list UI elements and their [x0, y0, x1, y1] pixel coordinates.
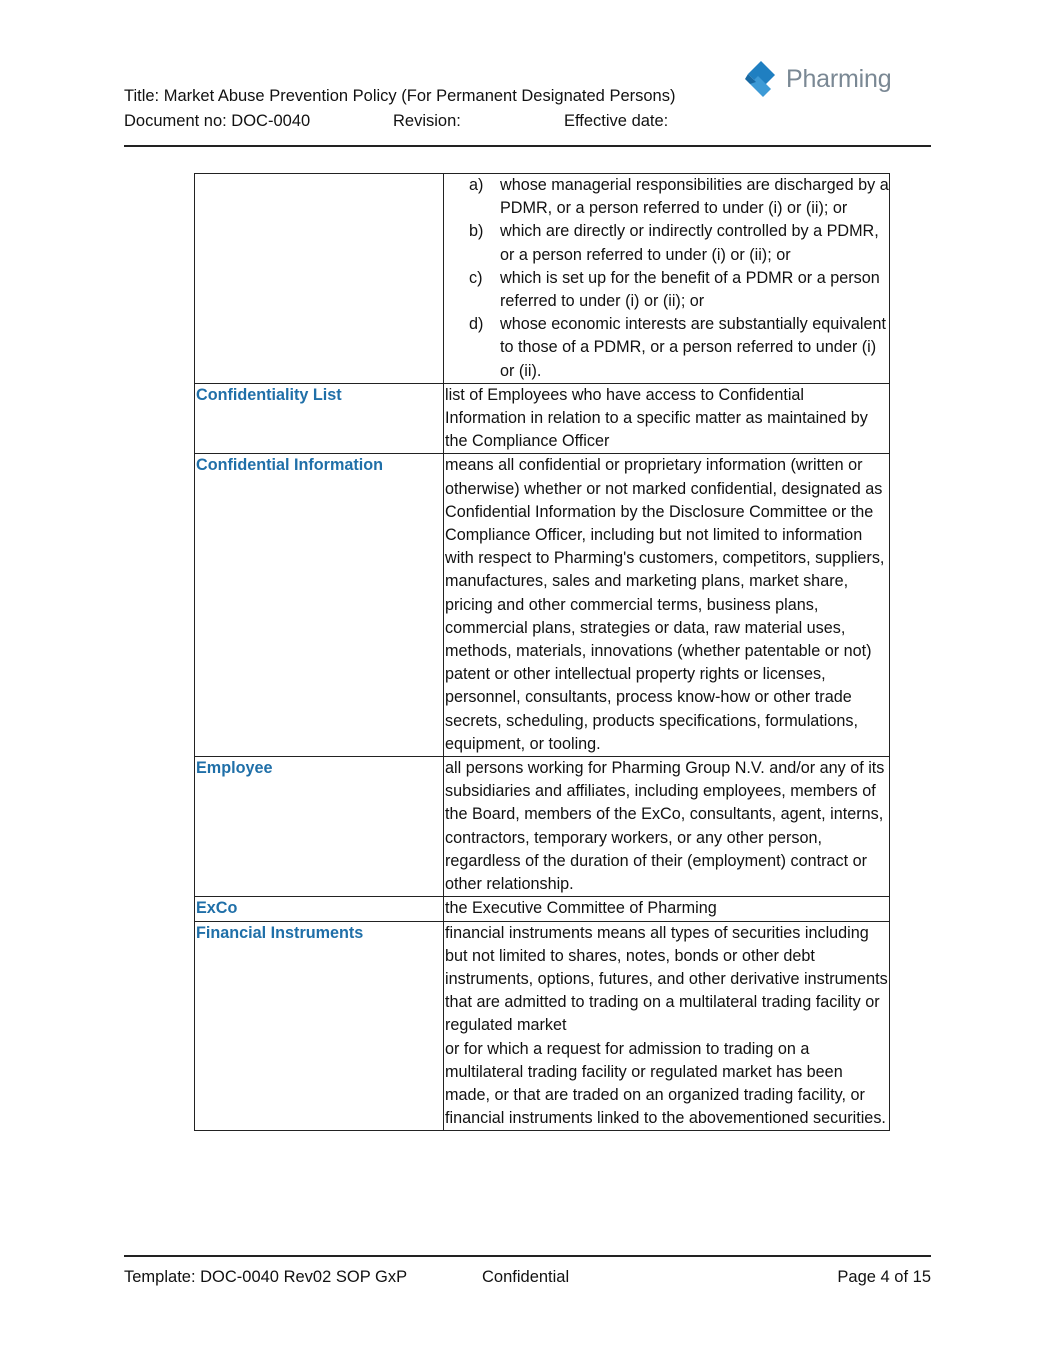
term-cell: Financial Instruments [195, 921, 444, 1131]
definition-cell: list of Employees who have access to Confidential Information in relation to a specific matter as maintained by the Compliance Officer [444, 383, 890, 454]
term-cell: Employee [195, 757, 444, 897]
document-number: Document no: DOC-0040 [124, 112, 311, 130]
effective-date-label: Effective date: [564, 112, 669, 130]
definitions-table [194, 173, 890, 1131]
document-meta [124, 109, 675, 134]
term-cell [195, 174, 444, 384]
logo-text: Pharming [786, 64, 892, 93]
definition-cell: means all confidential or proprietary information (written or otherwise) whether or not marked confidential, designated as Confidential Information by the Disclosure Committee or the Compliance Officer, including but not limited to information with respect to Pharming's customers, competitors, suppliers, manufactures, sales and marketing plans, market share, pricing and other commercial terms, business plans, commercial plans, strategies or data, raw material uses, methods, materials, innovations (whether patentable or not) patent or other intellectual property rights or licenses, personnel, consultants, process know-how or other trade secrets, scheduling, products specifications, formulations, equipment, or tooling. [444, 454, 890, 757]
list-item-text: whose economic interests are substantially equivalent to those of a PDMR, or a person referred to under (i) or (ii). [500, 315, 887, 380]
table-row [195, 921, 890, 1131]
lettered-list [445, 174, 889, 383]
definition-cell [444, 174, 890, 384]
definition-cell: all persons working for Pharming Group N.V. and/or any of its subsidiaries and affiliates, including employees, members of the Board, members of the ExCo, consultants, agent, interns, contractors, temporary workers, or any other person, regardless of the duration of their (employment) contract or other relationship. [444, 757, 890, 897]
list-item-text: whose managerial responsibilities are discharged by a PDMR, or a person referred to under (i) or (ii); or [500, 176, 889, 218]
footer-template: Template: DOC-0040 Rev02 SOP GxP [124, 1268, 408, 1286]
term-cell: Confidentiality List [195, 383, 444, 454]
list-item-label: a) [469, 176, 484, 194]
term-cell: ExCo [195, 897, 444, 921]
footer-confidential: Confidential [482, 1268, 570, 1286]
document-title: Title: Market Abuse Prevention Policy (For Permanent Designated Persons) [124, 87, 676, 105]
table-row [195, 383, 890, 454]
document-header [124, 84, 675, 134]
definition-cell: the Executive Committee of Pharming [444, 897, 890, 921]
list-item-label: c) [469, 268, 483, 287]
pharming-logo-icon [742, 60, 780, 98]
table-row [195, 757, 890, 897]
list-item-text: which are directly or indirectly controlled by a PDMR, or a person referred to under (i) or (ii); or [500, 222, 879, 264]
footer-divider [124, 1255, 931, 1257]
list-item-label: d) [469, 315, 484, 334]
list-item-label: b) [469, 222, 484, 241]
header-divider [124, 145, 931, 147]
list-item [469, 220, 889, 266]
page-number: Page 4 of 15 [837, 1268, 931, 1286]
definition-cell: financial instruments means all types of securities including but not limited to shares, notes, bonds or other debt instruments, options, futures, and other derivative instruments that are admitted to trading on a multilateral trading facility or regulated market or for which a request for admission to trading on a multilateral trading facility or regulated market has been made, or that are traded on an organized trading facility, or financial instruments linked to the abovementioned securities. [444, 921, 890, 1131]
table-row [195, 454, 890, 757]
list-item-text: which is set up for the benefit of a PDMR or a person referred to under (i) or (ii); or [500, 268, 880, 311]
list-item [469, 174, 889, 220]
term-cell: Confidential Information [195, 454, 444, 757]
revision-label: Revision: [393, 112, 461, 130]
table-row [195, 174, 890, 384]
list-item [469, 313, 889, 383]
table-row [195, 897, 890, 921]
list-item [469, 267, 889, 313]
company-logo [742, 60, 891, 98]
